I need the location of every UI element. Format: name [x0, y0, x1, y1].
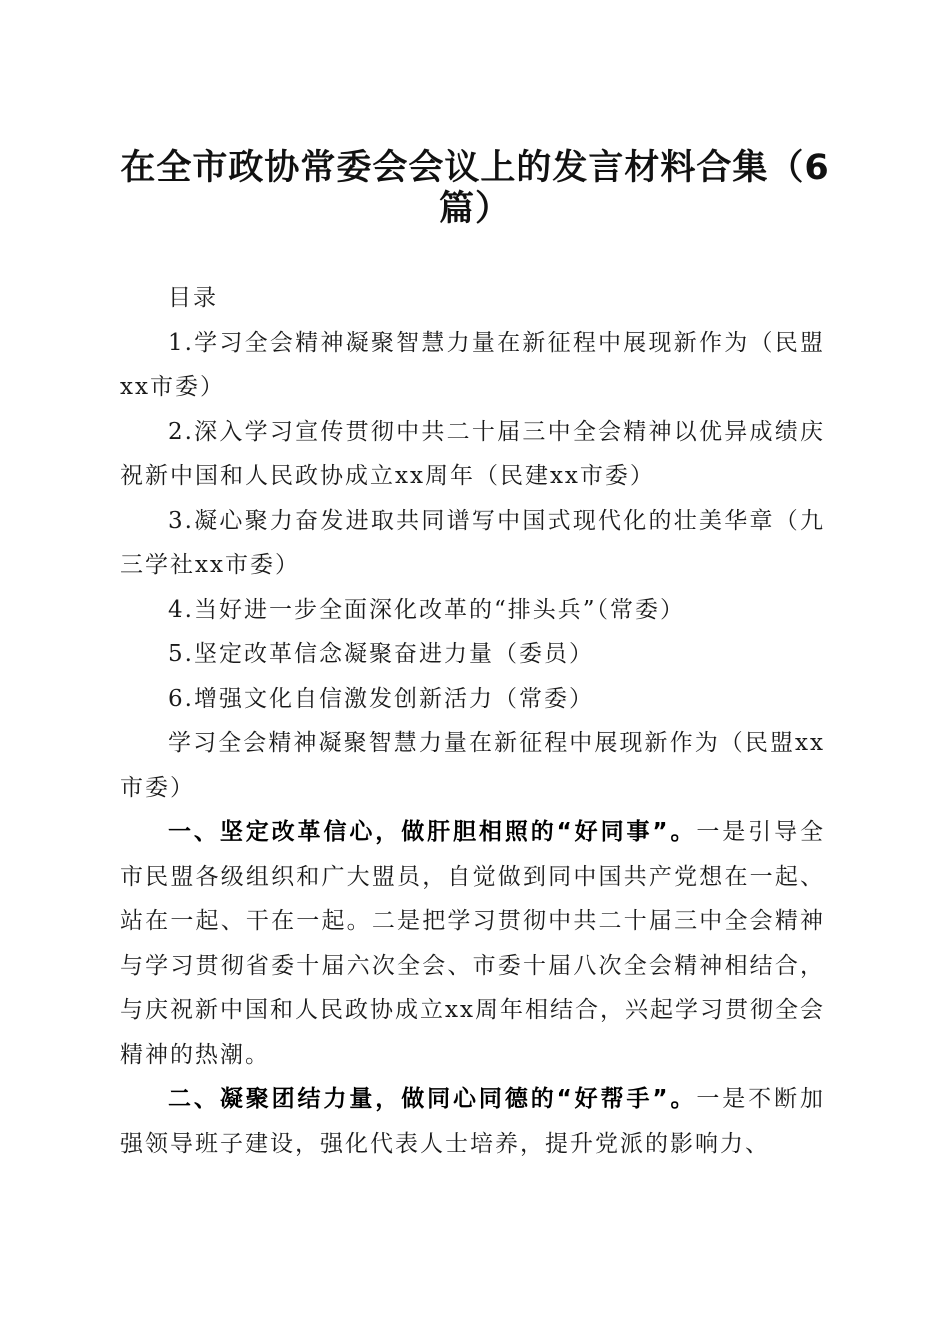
paragraph-heading-1: 一、坚定改革信心，做肝胆相照的“好同事”。 [168, 819, 697, 845]
toc-item-4: 4.当好进一步全面深化改革的“排头兵”（常委） [168, 596, 685, 623]
paragraph-heading-2: 二、凝聚团结力量，做同心同德的“好帮手”。 [168, 1086, 697, 1112]
toc-item-2: 2.深入学习宣传贯彻中共二十届三中全会精神以优异成绩庆祝新中国和人民政协成立xx周年（民建xx市委） [120, 418, 825, 489]
toc-item-5: 5.坚定改革信念凝聚奋进力量（委员） [168, 641, 594, 667]
toc-label: 目录 [168, 285, 218, 311]
section-title: 学习全会精神凝聚智慧力量在新征程中展现新作为（民盟xx市委） [120, 730, 825, 801]
document-title-line-1: 在全市政协常委会会议上的发言材料合集（6 [120, 148, 830, 188]
body-paragraph-2 [120, 1077, 825, 1166]
paragraph-text-2: 一是不断加强领导班子建设，强化代表人士培养，提升党派的影响力、 [120, 1086, 826, 1157]
toc-item-6: 6.增强文化自信激发创新活力（常委） [168, 685, 594, 712]
body-paragraph-1 [120, 810, 825, 1077]
toc-item-3: 3.凝心聚力奋发进取共同谱写中国式现代化的壮美华章（九三学社xx市委） [120, 507, 825, 578]
toc-item-1: 1.学习全会精神凝聚智慧力量在新征程中展现新作为（民盟xx市委） [120, 329, 825, 400]
document-title-line-2: 篇） [438, 189, 511, 229]
document-body [120, 276, 825, 1166]
paragraph-text-1: 一是引导全市民盟各级组织和广大盟员，自觉做到同中国共产党想在一起、站在一起、干在一起。二是把学习贯彻中共二十届三中全会精神与学习贯彻省委十届六次全会、市委十届八次全会精神相结合，与庆祝新中国和人民政协成立xx周年相结合，兴起学习贯彻全会精神的热潮。 [120, 819, 826, 1068]
